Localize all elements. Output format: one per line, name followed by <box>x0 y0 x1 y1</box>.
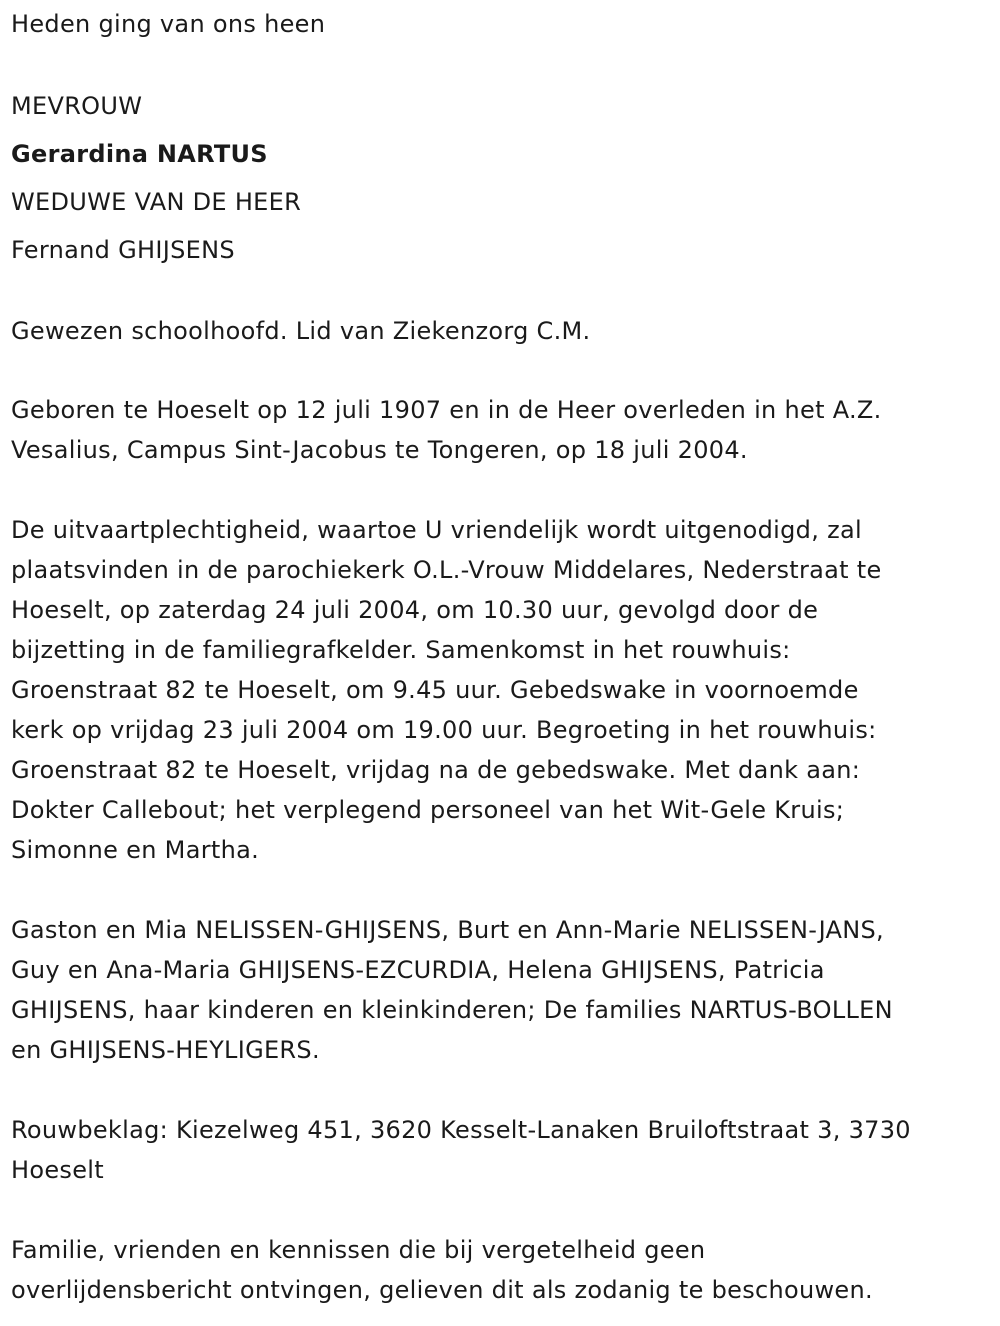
birth-death-paragraph <box>11 390 986 470</box>
paragraph-line: en GHIJSENS-HEYLIGERS. <box>11 1036 320 1064</box>
paragraph-line: Dokter Callebout; het verplegend personeel van het Wit-Gele Kruis; <box>11 796 845 824</box>
paragraph-line: Hoeselt <box>11 1156 104 1184</box>
widow-of-label: WEDUWE VAN DE HEER <box>11 188 302 216</box>
intro-text: Heden ging van ons heen <box>11 10 326 38</box>
funeral-paragraph <box>11 510 986 870</box>
paragraph-line: Hoeselt, op zaterdag 24 juli 2004, om 10.30 uur, gevolgd door de <box>11 596 819 624</box>
paragraph-line: Guy en Ana-Maria GHIJSENS-EZCURDIA, Helena GHIJSENS, Patricia <box>11 956 825 984</box>
deceased-name: Gerardina NARTUS <box>11 140 268 168</box>
paragraph-line: Groenstraat 82 te Hoeselt, om 9.45 uur. Gebedswake in voornoemde <box>11 676 859 704</box>
paragraph-line: Gaston en Mia NELISSEN-GHIJSENS, Burt en Ann-Marie NELISSEN-JANS, <box>11 916 884 944</box>
condolences-paragraph <box>11 1110 986 1190</box>
paragraph-line: Simonne en Martha. <box>11 836 260 864</box>
paragraph-line: De uitvaartplechtigheid, waartoe U vriendelijk wordt uitgenodigd, zal <box>11 516 862 544</box>
family-paragraph <box>11 910 986 1070</box>
paragraph-line: plaatsvinden in de parochiekerk O.L.-Vrouw Middelares, Nederstraat te <box>11 556 882 584</box>
paragraph-line: GHIJSENS, haar kinderen en kleinkinderen; De families NARTUS-BOLLEN <box>11 996 893 1024</box>
paragraph-line: Vesalius, Campus Sint-Jacobus te Tongeren, op 18 juli 2004. <box>11 436 748 464</box>
occupation-text: Gewezen schoolhoofd. Lid van Ziekenzorg C.M. <box>11 317 591 345</box>
closing-paragraph <box>11 1230 986 1310</box>
paragraph-line: Familie, vrienden en kennissen die bij vergetelheid geen <box>11 1236 706 1264</box>
paragraph-line: kerk op vrijdag 23 juli 2004 om 19.00 uur. Begroeting in het rouwhuis: <box>11 716 877 744</box>
paragraph-line: Geboren te Hoeselt op 12 juli 1907 en in de Heer overleden in het A.Z. <box>11 396 882 424</box>
honorific: MEVROUW <box>11 92 143 120</box>
paragraph-line: overlijdensbericht ontvingen, gelieven dit als zodanig te beschouwen. <box>11 1276 873 1304</box>
paragraph-line: Rouwbeklag: Kiezelweg 451, 3620 Kesselt-Lanaken Bruiloftstraat 3, 3730 <box>11 1116 911 1144</box>
spouse-name: Fernand GHIJSENS <box>11 236 235 264</box>
paragraph-line: bijzetting in de familiegrafkelder. Samenkomst in het rouwhuis: <box>11 636 791 664</box>
paragraph-line: Groenstraat 82 te Hoeselt, vrijdag na de gebedswake. Met dank aan: <box>11 756 861 784</box>
